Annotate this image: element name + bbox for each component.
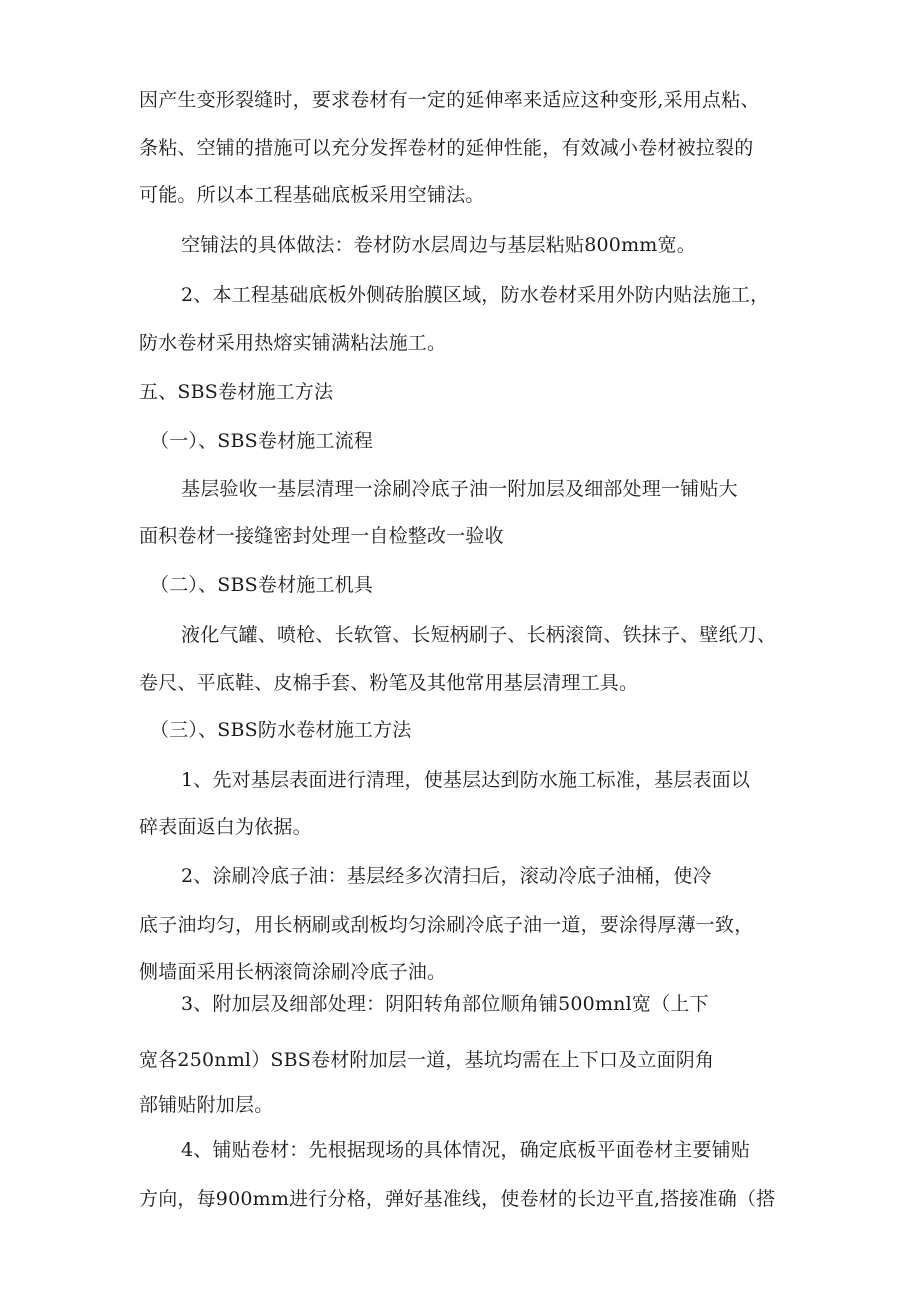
paragraph-line: 1、先对基层表面进行清理，使基层达到防水施工标准，基层表面以 [181,769,751,791]
paragraph-line: 空铺法的具体做法：卷材防水层周边与基层粘贴800mm宽。 [181,234,696,256]
paragraph-line: 条粘、空铺的措施可以充分发挥卷材的延伸性能，有效减小卷材被拉裂的 [139,137,754,159]
paragraph-line: 防水卷材采用热熔实铺满粘法施工。 [139,332,447,354]
paragraph-line: 卷尺、平底鞋、皮棉手套、粉笔及其他常用基层清理工具。 [139,672,639,694]
paragraph-line: 宽各250nml）SBS卷材附加层一道，基坑均需在上下口及立面阴角 [139,1049,715,1071]
subsection-heading: （三）、SBS防水卷材施工方法 [150,719,412,741]
section-heading: 五、SBS卷材施工方法 [139,381,334,403]
paragraph-line: 液化气罐、喷枪、长软管、长短柄刷子、长柄滚筒、铁抹子、壁纸刀、 [181,624,777,646]
subsection-heading: （二）、SBS卷材施工机具 [150,574,374,596]
paragraph-line: 底子油均匀，用长柄刷或刮板均匀涂刷冷底子油一道，要涂得厚薄一致， [139,914,754,936]
paragraph-line: 2、本工程基础底板外侧砖胎膜区域，防水卷材采用外防内贴法施工， [181,284,770,306]
paragraph-line: 部铺贴附加层。 [139,1094,274,1116]
paragraph-line: 碎表面返白为依据。 [139,816,312,838]
paragraph-line: 3、附加层及细部处理：阴阳转角部位顺角铺500mnl宽（上下 [181,993,709,1015]
paragraph-line: 侧墙面采用长柄滚筒涂刷冷底子油。 [139,961,447,983]
paragraph-line: 因产生变形裂缝时，要求卷材有一定的延伸率来适应这种变形,采用点粘、 [139,89,760,111]
paragraph-line: 基层验收一基层清理一涂刷冷底子油一附加层及细部处理一铺贴大 [181,478,738,500]
subsection-heading: （一）、SBS卷材施工流程 [150,430,374,452]
paragraph-line: 4、铺贴卷材：先根据现场的具体情况，确定底板平面卷材主要铺贴 [181,1139,751,1161]
paragraph-line: 方向，每900mm进行分格，弹好基准线，使卷材的长边平直,搭接准确（搭 [139,1188,776,1210]
paragraph-line: 2、涂刷冷底子油：基层经多次清扫后，滚动冷底子油桶，使冷 [181,865,712,887]
paragraph-line: 可能。所以本工程基础底板采用空铺法。 [139,184,485,206]
paragraph-line: 面积卷材一接缝密封处理一自检整改一验收 [139,525,504,547]
